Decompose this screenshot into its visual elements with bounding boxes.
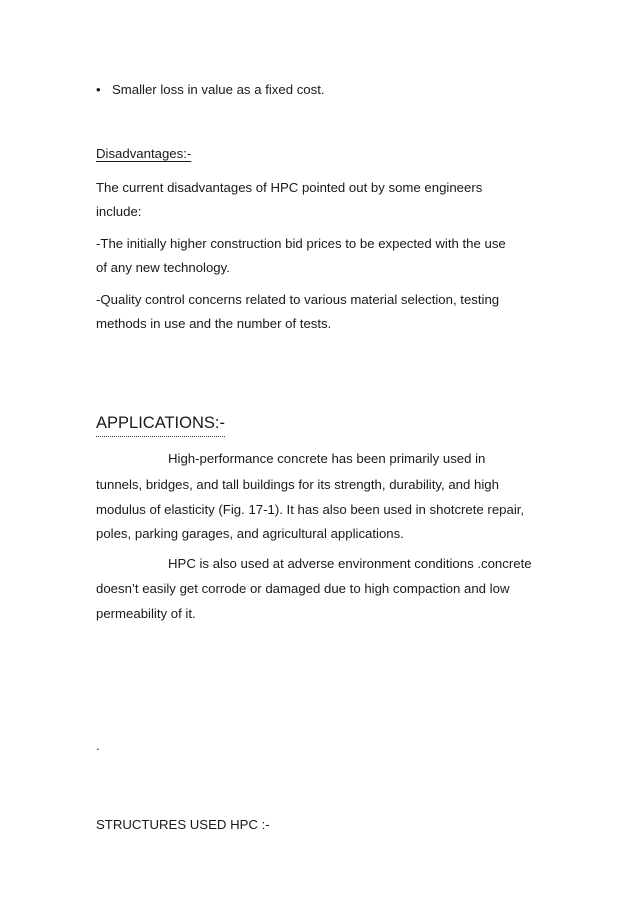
applications-heading: APPLICATIONS:-: [96, 410, 225, 437]
disadvantage-point-1-line-2: of any new technology.: [96, 260, 230, 275]
applications-para-2-line-1: HPC is also used at adverse environment conditions .concrete: [168, 556, 532, 571]
bullet-item: [96, 77, 325, 103]
applications-para-1-line-1: High-performance concrete has been primarily used in: [168, 451, 486, 466]
bullet-text: Smaller loss in value as a fixed cost.: [112, 82, 325, 97]
structures-heading: STRUCTURES USED HPC :-: [96, 817, 270, 832]
disadvantages-heading: Disadvantages:-: [96, 146, 192, 161]
disadvantage-point-1-line-1: -The initially higher construction bid prices to be expected with the use: [96, 236, 506, 251]
bullet-marker: •: [96, 82, 101, 97]
disadvantages-intro-line-2: include:: [96, 204, 142, 219]
applications-para-1-line-3: modulus of elasticity (Fig. 17-1). It has also been used in shotcrete repair,: [96, 502, 525, 517]
disadvantage-point-2-line-1: -Quality control concerns related to various material selection, testing: [96, 292, 500, 307]
stray-period: .: [96, 738, 100, 753]
applications-para-2-line-2: doesn’t easily get corrode or damaged due to high compaction and low: [96, 581, 510, 596]
applications-para-1-line-4: poles, parking garages, and agricultural applications.: [96, 526, 404, 541]
applications-para-1-line-2: tunnels, bridges, and tall buildings for its strength, durability, and high: [96, 477, 499, 492]
applications-para-2-line-3: permeability of it.: [96, 606, 196, 621]
disadvantage-point-2-line-2: methods in use and the number of tests.: [96, 316, 332, 331]
disadvantages-intro-line-1: The current disadvantages of HPC pointed out by some engineers: [96, 180, 483, 195]
